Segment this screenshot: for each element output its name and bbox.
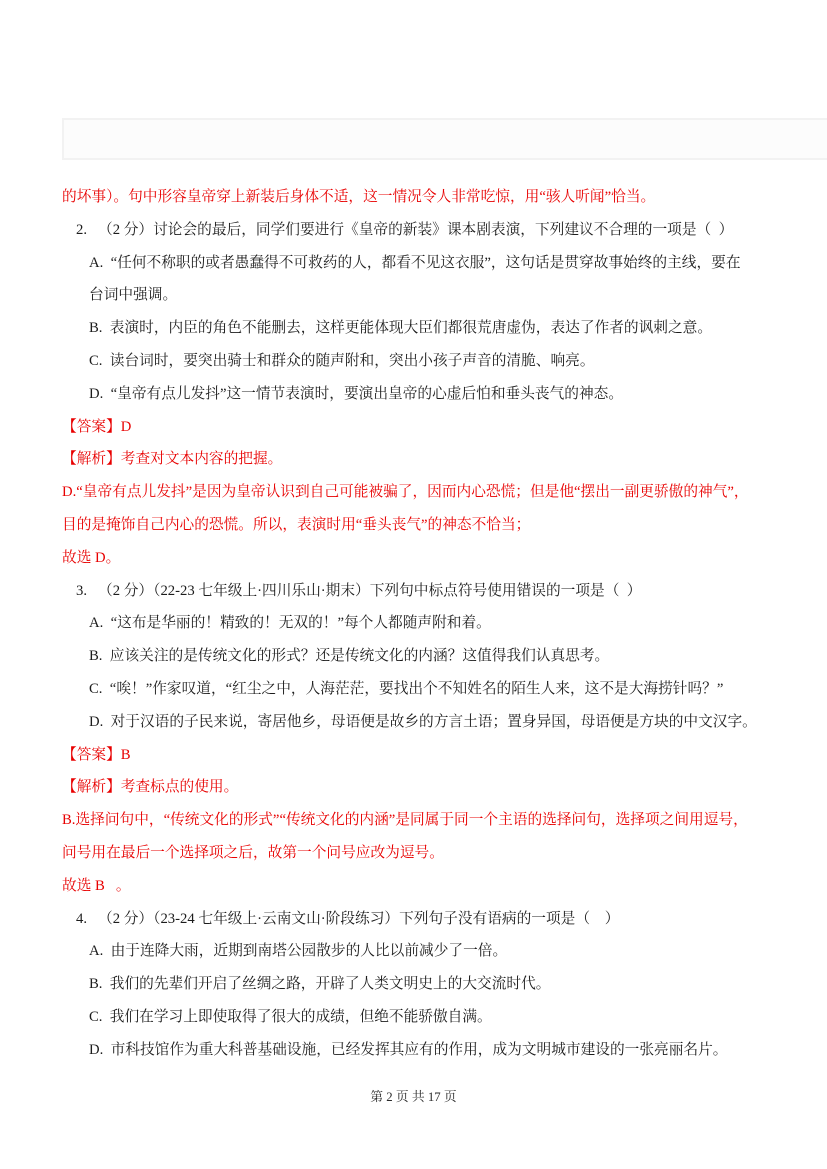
question-2-analysis-line-3: 目的是掩饰自己内心的恐慌。所以，表演时用“垂头丧气”的神态不恰当； bbox=[62, 516, 531, 533]
question-2-option-d: D. “皇帝有点儿发抖”这一情节表演时，要演出皇帝的心虚后怕和垂头丧气的神态。 bbox=[89, 385, 624, 402]
question-3-conclusion: 故选 B 。 bbox=[62, 877, 131, 894]
document-content bbox=[62, 181, 776, 1067]
question-2-analysis-line-2: D.“皇帝有点儿发抖”是因为皇帝认识到自己可能被骗了，因而内心恐慌；但是他“摆出一副更骄傲的神气”， bbox=[62, 484, 749, 501]
question-4-option-a: A. 由于连降大雨，近期到南塔公园散步的人比以前减少了一倍。 bbox=[89, 943, 508, 960]
question-3-analysis-line-2: B.选择问句中，“传统文化的形式”“传统文化的内涵”是同属于同一个主语的选择问句，选择项之间用逗号， bbox=[62, 812, 748, 829]
question-3-answer: 【答案】B bbox=[62, 746, 131, 763]
question-2-option-b: B. 表演时，内臣的角色不能删去，这样更能体现大臣们都很荒唐虚伪，表达了作者的讽刺之意。 bbox=[89, 320, 713, 337]
question-2-option-c: C. 读台词时，要突出骑士和群众的随声附和，突出小孩子声音的清脆、响亮。 bbox=[89, 352, 595, 369]
question-2-conclusion: 故选 D。 bbox=[62, 549, 121, 566]
question-3-option-b: B. 应该关注的是传统文化的形式？还是传统文化的内涵？这值得我们认真思考。 bbox=[89, 648, 610, 665]
question-3-stem: 3. （2 分）（22-23 七年级上·四川乐山·期末）下列句中标点符号使用错误的一项是（ ） bbox=[76, 582, 642, 599]
question-2-option-a: A. “任何不称职的或者愚蠢得不可救药的人，都看不见这衣服”，这句话是贯穿故事始终的主线，要在 bbox=[89, 254, 741, 271]
question-2-answer: 【答案】D bbox=[62, 418, 132, 435]
question-2-analysis-line-1: 【解析】考查对文本内容的把握。 bbox=[62, 451, 283, 468]
question-4-option-b: B. 我们的先辈们开启了丝绸之路，开辟了人类文明史上的大交流时代。 bbox=[89, 976, 551, 993]
question-4-stem: 4. （2 分）（23-24 七年级上·云南文山·阶段练习）下列句子没有语病的一项是（ ） bbox=[76, 910, 620, 927]
question-3-analysis-line-1: 【解析】考查标点的使用。 bbox=[62, 779, 239, 796]
question-3-option-d: D. 对于汉语的子民来说，寄居他乡，母语便是故乡的方言土语；置身异国，母语便是方块的中文汉字。 bbox=[89, 713, 757, 730]
question-3-option-a: A. “这布是华丽的！精致的！无双的！”每个人都随声附和着。 bbox=[89, 615, 491, 632]
page-number: 第 2 页 共 17 页 bbox=[370, 1090, 457, 1104]
question-4-option-d: D. 市科技馆作为重大科普基础设施，已经发挥其应有的作用，成为文明城市建设的一张亮丽名片。 bbox=[89, 1041, 728, 1058]
page-continuation-text: 的坏事）。句中形容皇帝穿上新装后身体不适，这一情况令人非常吃惊，用“骇人听闻”恰当。 bbox=[62, 189, 656, 205]
question-2-option-a-continued: 台词中强调。 bbox=[89, 287, 178, 304]
question-3-option-c: C. “唉！”作家叹道，“红尘之中，人海茫茫，要找出个不知姓名的陌生人来，这不是大海捞针吗？” bbox=[89, 680, 724, 697]
question-3-analysis-line-3: 问号用在最后一个选择项之后，故第一个问号应改为逗号。 bbox=[62, 844, 444, 861]
top-placeholder-box bbox=[62, 118, 827, 160]
question-2-stem: 2. （2 分）讨论会的最后，同学们要进行《皇帝的新装》课本剧表演，下列建议不合理的一项是（ ） bbox=[76, 221, 734, 238]
question-4-option-c: C. 我们在学习上即使取得了很大的成绩，但绝不能骄傲自满。 bbox=[89, 1008, 492, 1025]
